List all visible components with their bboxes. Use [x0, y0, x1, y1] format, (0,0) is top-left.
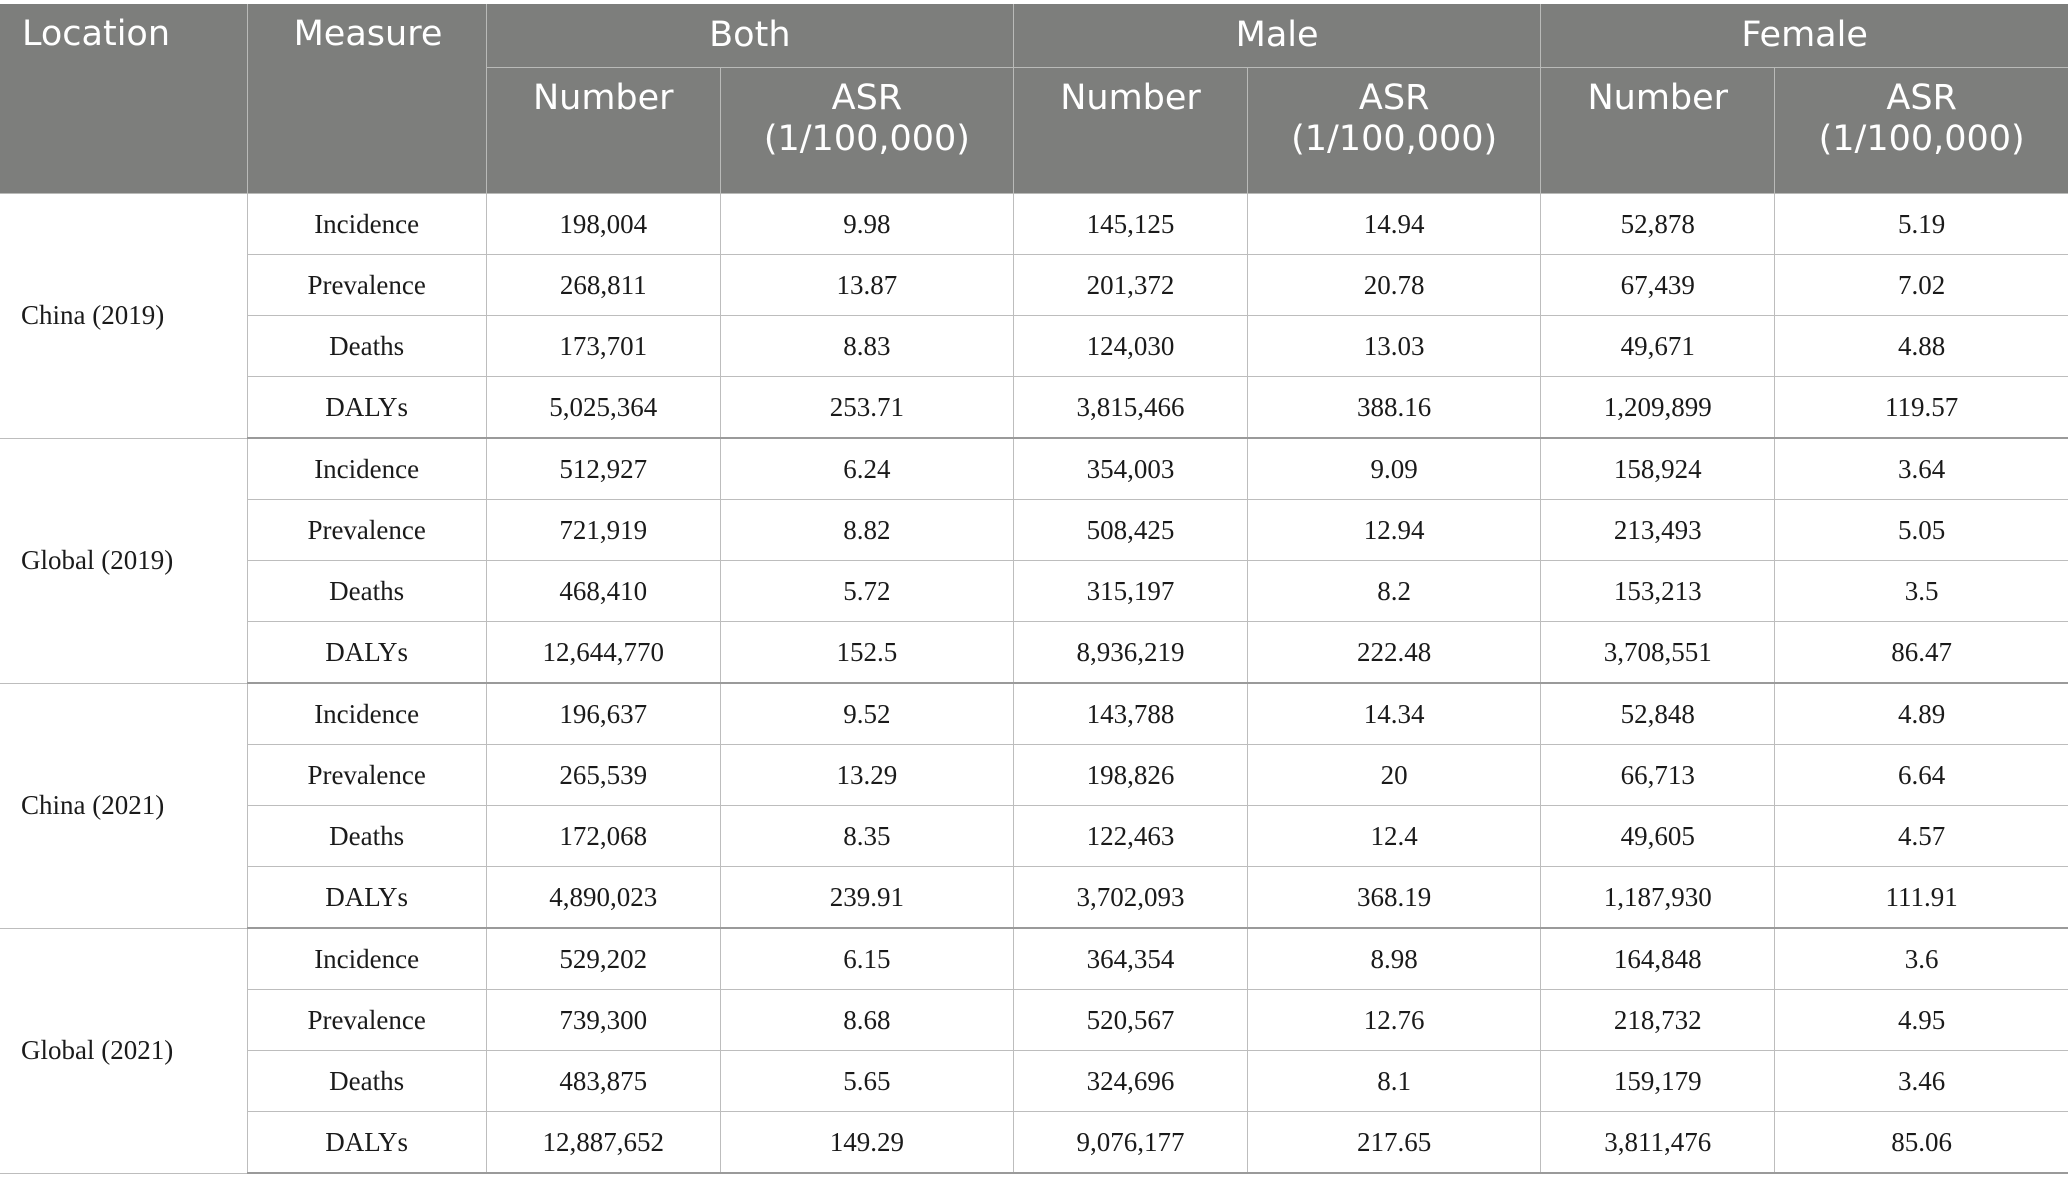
female-number-cell: 49,605 — [1541, 806, 1775, 867]
male-number-cell: 122,463 — [1013, 806, 1247, 867]
male-asr-cell: 368.19 — [1248, 867, 1541, 929]
table-body — [0, 194, 2068, 1174]
female-number-cell: 52,878 — [1541, 194, 1775, 255]
male-asr-cell: 14.94 — [1248, 194, 1541, 255]
both-number-cell: 172,068 — [486, 806, 720, 867]
both-number-cell: 529,202 — [486, 928, 720, 990]
female-asr-cell: 86.47 — [1775, 622, 2068, 684]
male-number-cell: 354,003 — [1013, 438, 1247, 500]
male-number-cell: 143,788 — [1013, 683, 1247, 745]
male-number-cell: 508,425 — [1013, 500, 1247, 561]
female-asr-cell: 4.95 — [1775, 990, 2068, 1051]
male-asr-cell: 20.78 — [1248, 255, 1541, 316]
header-location: Location — [0, 4, 247, 194]
male-asr-cell: 12.4 — [1248, 806, 1541, 867]
female-number-cell: 3,811,476 — [1541, 1112, 1775, 1174]
table-row — [0, 1112, 2068, 1174]
header-group-both: Both — [486, 4, 1013, 68]
table-row — [0, 990, 2068, 1051]
measure-cell: Incidence — [247, 928, 486, 990]
female-number-cell: 1,187,930 — [1541, 867, 1775, 929]
male-number-cell: 124,030 — [1013, 316, 1247, 377]
table-row — [0, 806, 2068, 867]
table-row — [0, 255, 2068, 316]
both-asr-cell: 8.82 — [720, 500, 1013, 561]
table-row — [0, 1051, 2068, 1112]
male-asr-cell: 217.65 — [1248, 1112, 1541, 1174]
female-number-cell: 218,732 — [1541, 990, 1775, 1051]
both-number-cell: 483,875 — [486, 1051, 720, 1112]
location-cell: China (2019) — [0, 194, 247, 439]
male-number-cell: 3,815,466 — [1013, 377, 1247, 439]
female-asr-cell: 6.64 — [1775, 745, 2068, 806]
header-asr-line2: (1/100,000) — [1291, 119, 1498, 160]
both-number-cell: 4,890,023 — [486, 867, 720, 929]
header-group-male: Male — [1013, 4, 1540, 68]
measure-cell: Incidence — [247, 683, 486, 745]
both-number-cell: 173,701 — [486, 316, 720, 377]
both-asr-cell: 253.71 — [720, 377, 1013, 439]
table-row — [0, 500, 2068, 561]
both-asr-cell: 8.68 — [720, 990, 1013, 1051]
female-number-cell: 52,848 — [1541, 683, 1775, 745]
female-number-cell: 1,209,899 — [1541, 377, 1775, 439]
male-asr-cell: 20 — [1248, 745, 1541, 806]
female-number-cell: 159,179 — [1541, 1051, 1775, 1112]
female-number-cell: 164,848 — [1541, 928, 1775, 990]
female-number-cell: 213,493 — [1541, 500, 1775, 561]
both-number-cell: 468,410 — [486, 561, 720, 622]
measure-cell: Prevalence — [247, 500, 486, 561]
table-row — [0, 622, 2068, 684]
female-number-cell: 66,713 — [1541, 745, 1775, 806]
female-asr-cell: 4.57 — [1775, 806, 2068, 867]
header-measure: Measure — [247, 4, 486, 194]
male-number-cell: 520,567 — [1013, 990, 1247, 1051]
measure-cell: Incidence — [247, 194, 486, 255]
both-asr-cell: 5.65 — [720, 1051, 1013, 1112]
header-female-number: Number — [1541, 68, 1775, 194]
measure-cell: Prevalence — [247, 745, 486, 806]
measure-cell: Incidence — [247, 438, 486, 500]
male-asr-cell: 13.03 — [1248, 316, 1541, 377]
table-row — [0, 316, 2068, 377]
header-female-asr — [1775, 68, 2068, 194]
measure-cell: Deaths — [247, 806, 486, 867]
both-asr-cell: 9.52 — [720, 683, 1013, 745]
both-number-cell: 196,637 — [486, 683, 720, 745]
female-number-cell: 158,924 — [1541, 438, 1775, 500]
male-asr-cell: 8.98 — [1248, 928, 1541, 990]
female-asr-cell: 3.6 — [1775, 928, 2068, 990]
both-number-cell: 268,811 — [486, 255, 720, 316]
table-row — [0, 438, 2068, 500]
male-number-cell: 3,702,093 — [1013, 867, 1247, 929]
female-asr-cell: 3.46 — [1775, 1051, 2068, 1112]
female-asr-cell: 111.91 — [1775, 867, 2068, 929]
both-asr-cell: 149.29 — [720, 1112, 1013, 1174]
location-cell: China (2021) — [0, 683, 247, 928]
male-asr-cell: 8.2 — [1248, 561, 1541, 622]
header-male-asr — [1248, 68, 1541, 194]
female-number-cell: 67,439 — [1541, 255, 1775, 316]
both-asr-cell: 8.83 — [720, 316, 1013, 377]
female-number-cell: 153,213 — [1541, 561, 1775, 622]
both-number-cell: 5,025,364 — [486, 377, 720, 439]
header-male-number: Number — [1013, 68, 1247, 194]
both-asr-cell: 9.98 — [720, 194, 1013, 255]
both-number-cell: 198,004 — [486, 194, 720, 255]
female-asr-cell: 4.89 — [1775, 683, 2068, 745]
male-asr-cell: 388.16 — [1248, 377, 1541, 439]
both-number-cell: 721,919 — [486, 500, 720, 561]
both-number-cell: 12,644,770 — [486, 622, 720, 684]
male-asr-cell: 12.94 — [1248, 500, 1541, 561]
both-asr-cell: 6.15 — [720, 928, 1013, 990]
header-asr-line1: ASR — [831, 78, 903, 118]
location-cell: Global (2019) — [0, 438, 247, 683]
female-asr-cell: 119.57 — [1775, 377, 2068, 439]
measure-cell: DALYs — [247, 1112, 486, 1174]
both-number-cell: 739,300 — [486, 990, 720, 1051]
measure-cell: DALYs — [247, 867, 486, 929]
male-asr-cell: 222.48 — [1248, 622, 1541, 684]
female-asr-cell: 3.64 — [1775, 438, 2068, 500]
both-asr-cell: 239.91 — [720, 867, 1013, 929]
table-row — [0, 745, 2068, 806]
table-header — [0, 4, 2068, 194]
header-both-asr — [720, 68, 1013, 194]
table-row — [0, 683, 2068, 745]
male-number-cell: 324,696 — [1013, 1051, 1247, 1112]
female-asr-cell: 4.88 — [1775, 316, 2068, 377]
male-number-cell: 145,125 — [1013, 194, 1247, 255]
male-asr-cell: 14.34 — [1248, 683, 1541, 745]
header-asr-line2: (1/100,000) — [1818, 119, 2025, 160]
table-row — [0, 928, 2068, 990]
male-asr-cell: 12.76 — [1248, 990, 1541, 1051]
both-number-cell: 512,927 — [486, 438, 720, 500]
both-asr-cell: 6.24 — [720, 438, 1013, 500]
male-number-cell: 9,076,177 — [1013, 1112, 1247, 1174]
female-asr-cell: 85.06 — [1775, 1112, 2068, 1174]
male-number-cell: 364,354 — [1013, 928, 1247, 990]
header-both-number: Number — [486, 68, 720, 194]
measure-cell: DALYs — [247, 622, 486, 684]
measure-cell: Deaths — [247, 316, 486, 377]
both-asr-cell: 8.35 — [720, 806, 1013, 867]
both-asr-cell: 152.5 — [720, 622, 1013, 684]
female-number-cell: 49,671 — [1541, 316, 1775, 377]
table-container — [0, 4, 2068, 1174]
header-asr-line1: ASR — [1358, 78, 1430, 118]
female-asr-cell: 3.5 — [1775, 561, 2068, 622]
measure-cell: Prevalence — [247, 255, 486, 316]
both-number-cell: 12,887,652 — [486, 1112, 720, 1174]
header-asr-line2: (1/100,000) — [763, 119, 970, 160]
female-asr-cell: 5.19 — [1775, 194, 2068, 255]
both-asr-cell: 5.72 — [720, 561, 1013, 622]
male-asr-cell: 9.09 — [1248, 438, 1541, 500]
measure-cell: Deaths — [247, 1051, 486, 1112]
header-group-female: Female — [1541, 4, 2068, 68]
both-asr-cell: 13.87 — [720, 255, 1013, 316]
female-asr-cell: 5.05 — [1775, 500, 2068, 561]
measure-cell: DALYs — [247, 377, 486, 439]
both-number-cell: 265,539 — [486, 745, 720, 806]
female-number-cell: 3,708,551 — [1541, 622, 1775, 684]
table-row — [0, 194, 2068, 255]
table-row — [0, 377, 2068, 439]
data-table — [0, 4, 2068, 1174]
header-asr-line1: ASR — [1886, 78, 1957, 118]
male-number-cell: 8,936,219 — [1013, 622, 1247, 684]
measure-cell: Deaths — [247, 561, 486, 622]
male-asr-cell: 8.1 — [1248, 1051, 1541, 1112]
female-asr-cell: 7.02 — [1775, 255, 2068, 316]
male-number-cell: 315,197 — [1013, 561, 1247, 622]
male-number-cell: 198,826 — [1013, 745, 1247, 806]
measure-cell: Prevalence — [247, 990, 486, 1051]
both-asr-cell: 13.29 — [720, 745, 1013, 806]
location-cell: Global (2021) — [0, 928, 247, 1173]
table-row — [0, 561, 2068, 622]
table-row — [0, 867, 2068, 929]
male-number-cell: 201,372 — [1013, 255, 1247, 316]
